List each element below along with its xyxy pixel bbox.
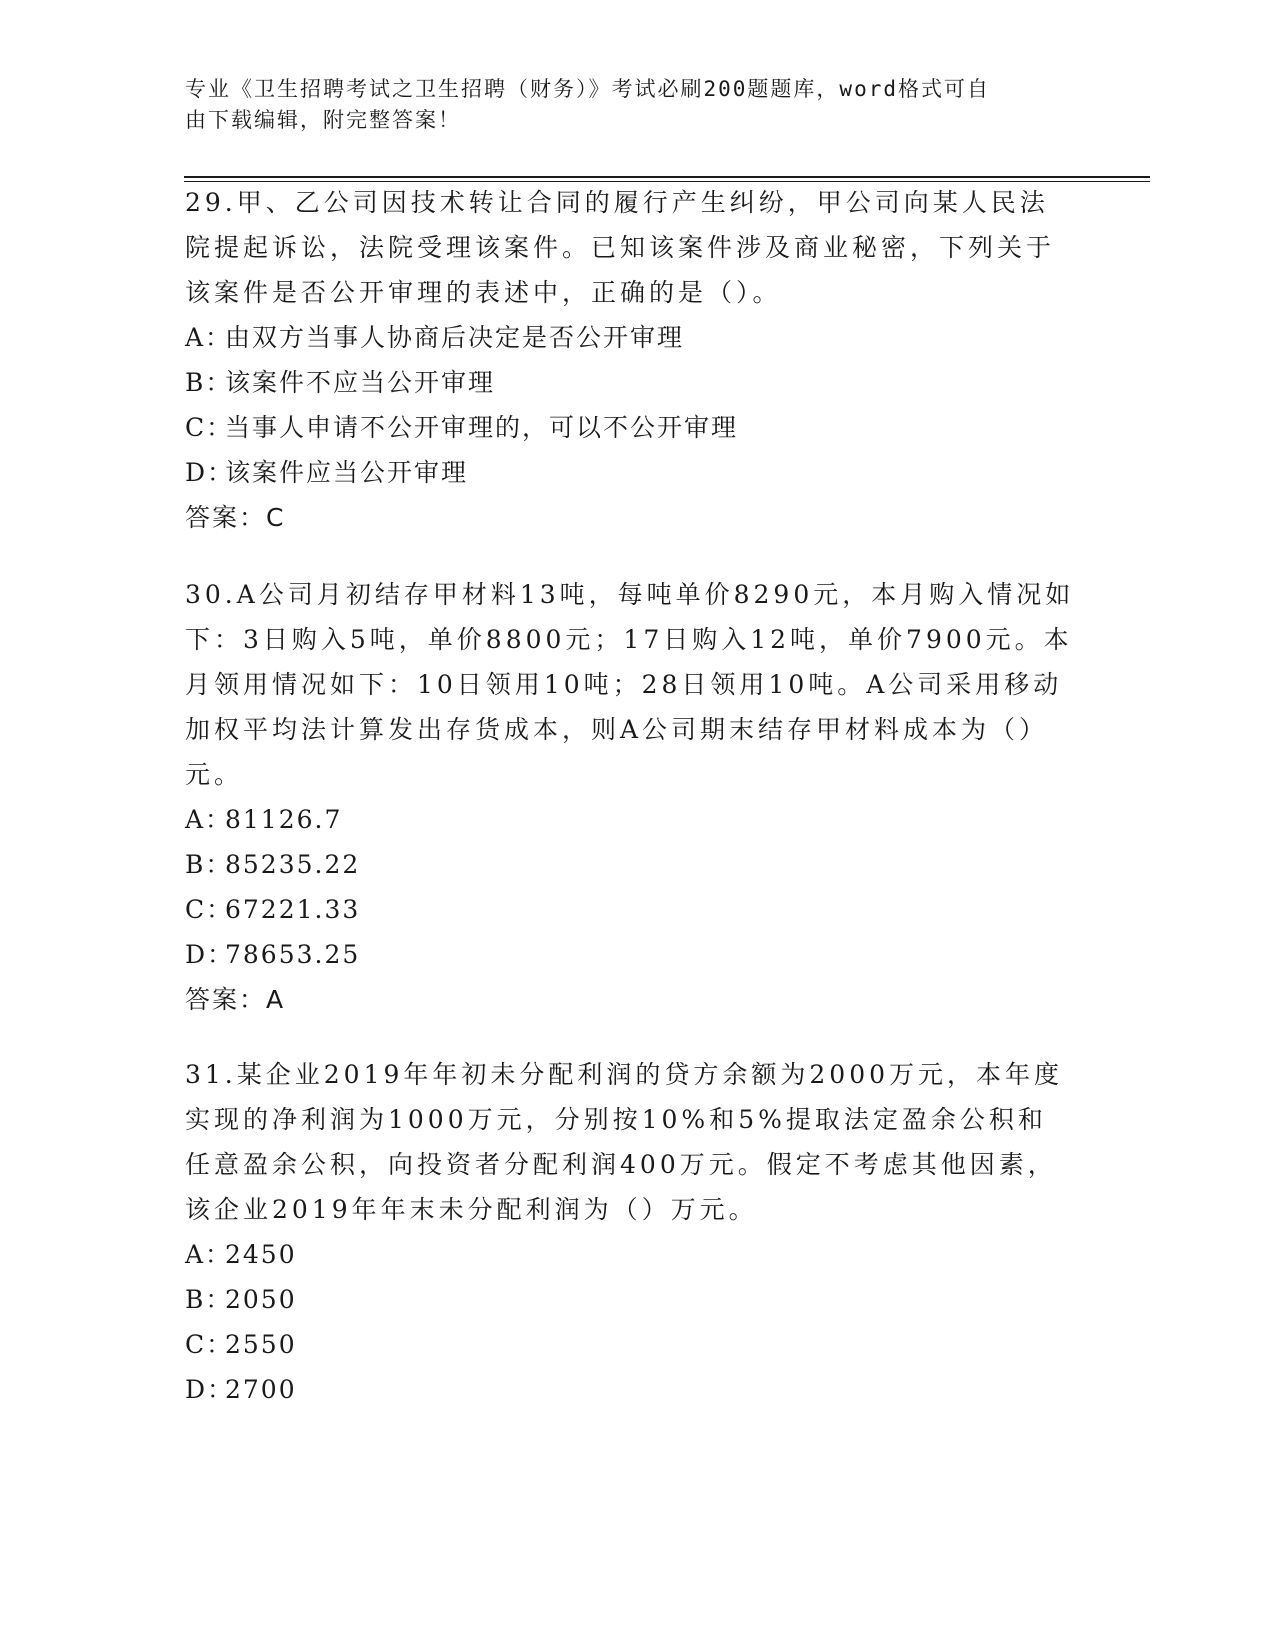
option-d [185,932,1075,977]
option-text: 由双方当事人协商后决定是否公开审理 [225,323,685,352]
question-text: 30.A公司月初结存甲材料13吨，每吨单价8290元，本月购入情况如下：3日购入5吨，单价8800元；17日购入12吨，单价7900元。本月领用情况如下：10日领用10吨；28日领用10吨。A公司采用移动加权平均法计算发出存货成本，则A公司期末结存甲材料成本为（）元。 [185,580,1075,789]
option-text: 85235.22 [225,850,361,879]
option-text: 67221.33 [225,895,361,924]
option-key: D： [185,940,235,969]
option-key: D： [185,458,235,487]
option-text: 当事人申请不公开审理的，可以不公开审理 [225,413,739,442]
option-text: 78653.25 [225,940,361,969]
option-key: D： [185,1375,235,1404]
option-key: B： [185,850,233,879]
option-c [185,1322,1075,1367]
option-a [185,315,1075,360]
question-29 [185,180,1075,540]
option-b [185,842,1075,887]
option-c [185,887,1075,932]
header-line-2: 由下载编辑，附完整答案！ [185,108,461,132]
option-key: A： [185,805,233,834]
header-divider-thick [184,176,1150,178]
option-key: B： [185,1285,233,1314]
option-key: B： [185,368,233,397]
option-a [185,797,1075,842]
option-text: 2700 [225,1375,297,1404]
option-text: 该案件不应当公开审理 [225,368,496,397]
option-text: 81126.7 [225,805,343,834]
answer-label: 答案：A [185,985,286,1014]
header-line-1: 专业《卫生招聘考试之卫生招聘（财务）》考试必刷200题题库，word格式可自 [185,77,990,101]
option-text: 2450 [225,1240,297,1269]
option-text: 该案件应当公开审理 [225,458,469,487]
option-b [185,360,1075,405]
answer-label: 答案：C [185,503,286,532]
question-text: 31.某企业2019年年初未分配利润的贷方余额为2000万元，本年度实现的净利润为1000万元，分别按10%和5%提取法定盈余公积和任意盈余公积，向投资者分配利润400万元。假定不考虑其他因素，该企业2019年年末未分配利润为（）万元。 [185,1060,1064,1224]
option-key: C： [185,895,234,924]
option-key: A： [185,1240,233,1269]
document-header [185,74,1065,136]
option-key: C： [185,1330,234,1359]
option-c [185,405,1075,450]
option-key: A： [185,323,233,352]
option-text: 2550 [225,1330,297,1359]
option-a [185,1232,1075,1277]
option-d [185,1367,1075,1412]
option-b [185,1277,1075,1322]
option-text: 2050 [225,1285,297,1314]
question-31 [185,1052,1075,1412]
option-key: C： [185,413,234,442]
question-30 [185,572,1075,1022]
option-d [185,450,1075,495]
question-text: 29.甲、乙公司因技术转让合同的履行产生纠纷，甲公司向某人民法院提起诉讼，法院受理该案件。已知该案件涉及商业秘密，下列关于该案件是否公开审理的表述中，正确的是（）。 [185,188,1056,307]
